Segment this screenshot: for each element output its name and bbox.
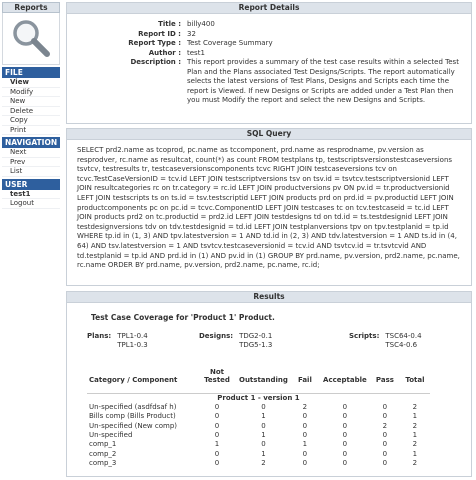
results-table <box>87 368 430 468</box>
cell-total: 2 <box>412 458 418 467</box>
cell-acceptable: 0 <box>342 440 348 449</box>
results-header: Results <box>67 292 471 303</box>
sidebar-item-delete[interactable]: Delete <box>2 107 60 117</box>
col-header-pass: Pass <box>375 376 394 384</box>
cell-total: 1 <box>412 412 418 421</box>
detail-description-value: This report provides a summary of the test case results within a selected Test Plan and the Plans associated Test Designs/Scripts. The report automatically selects the latest versions of Test Plans, Designs and Scripts each time the report is Viewed. If new Designs or Scripts are added under a Test Plan then you must Modify the report and select the new Designs and Scripts. <box>187 58 459 104</box>
cell-outstanding: 1 <box>261 412 266 421</box>
cell-acceptable: 0 <box>342 449 348 458</box>
row-component: Bills comp (Bills Product) <box>89 412 176 421</box>
sql-query-header: SQL Query <box>67 129 471 140</box>
cell-pass: 0 <box>382 430 388 439</box>
cell-not-tested: 0 <box>214 421 220 430</box>
cell-pass: 0 <box>382 412 388 421</box>
cell-fail: 2 <box>302 403 308 412</box>
cell-not-tested: 0 <box>214 430 220 439</box>
sidebar-item-view[interactable]: View <box>2 78 60 88</box>
sidebar-header: Reports <box>2 2 60 13</box>
table-row <box>87 459 430 468</box>
cell-outstanding: 1 <box>261 449 266 458</box>
detail-title-value: billy400 <box>187 20 215 28</box>
cell-acceptable: 0 <box>342 430 348 439</box>
plans-group <box>87 332 199 349</box>
detail-author-row <box>67 49 471 59</box>
script-value: TSC64-0.4 <box>385 332 422 340</box>
report-details-header: Report Details <box>67 3 471 14</box>
design-value: TDG5-1.3 <box>239 340 273 349</box>
magnifier-icon <box>9 17 53 61</box>
sidebar-item-next[interactable]: Next <box>2 148 60 158</box>
detail-id-value: 32 <box>187 29 196 38</box>
scripts-label: Scripts: <box>349 332 380 340</box>
cell-total: 1 <box>412 449 418 458</box>
sidebar-item-print[interactable]: Print <box>2 126 60 136</box>
product-row <box>87 393 430 403</box>
col-header-acceptable: Acceptable <box>323 376 367 384</box>
row-component: Un-specified <box>89 430 133 439</box>
cell-acceptable: 0 <box>342 403 348 412</box>
sidebar-item-modify[interactable]: Modify <box>2 88 60 98</box>
cell-not-tested: 0 <box>214 458 220 467</box>
plans-label: Plans: <box>87 332 112 340</box>
cell-outstanding: 2 <box>261 458 266 467</box>
cell-fail: 0 <box>302 449 308 458</box>
col-header-not-tested: Not Tested <box>204 368 230 384</box>
detail-title-label: Title : <box>158 20 181 28</box>
detail-id-row <box>67 30 471 40</box>
header-divider <box>87 384 430 393</box>
sidebar-item-new[interactable]: New <box>2 97 60 107</box>
table-row <box>87 403 430 412</box>
sidebar-item-logout[interactable]: Logout <box>2 199 60 209</box>
table-row <box>87 450 430 459</box>
cell-not-tested: 0 <box>214 403 220 412</box>
cell-pass: 0 <box>382 449 388 458</box>
cell-pass: 2 <box>382 421 388 430</box>
sidebar-item-copy[interactable]: Copy <box>2 116 60 126</box>
cell-total: 2 <box>412 403 418 412</box>
cell-pass: 0 <box>382 403 388 412</box>
design-value: TDG2-0.1 <box>239 332 273 340</box>
script-value: TSC4-0.6 <box>385 340 418 349</box>
cell-acceptable: 0 <box>342 421 348 430</box>
results-meta <box>87 332 471 349</box>
sidebar <box>2 2 60 209</box>
report-details-panel <box>66 2 472 124</box>
results-table-header <box>87 368 430 384</box>
sidebar-section-file: FILE <box>2 67 60 78</box>
product-row-label: Product 1 - version 1 <box>217 393 300 402</box>
detail-description-row <box>67 58 471 106</box>
cell-fail: 1 <box>302 440 308 449</box>
table-row <box>87 422 430 431</box>
cell-pass: 0 <box>382 440 388 449</box>
detail-author-value: test1 <box>187 48 205 57</box>
designs-label: Designs: <box>199 332 234 340</box>
cell-fail: 0 <box>302 430 308 439</box>
detail-type-row <box>67 39 471 49</box>
detail-type-label: Report Type : <box>128 39 181 47</box>
row-component: comp_2 <box>89 449 117 458</box>
cell-outstanding: 0 <box>261 440 266 449</box>
cell-acceptable: 0 <box>342 412 348 421</box>
row-component: comp_3 <box>89 458 117 467</box>
row-component: Un-specified (New comp) <box>89 421 178 430</box>
reports-logo <box>2 13 60 65</box>
sidebar-section-user: USER <box>2 179 60 190</box>
table-row <box>87 412 430 421</box>
cell-outstanding: 1 <box>261 430 266 439</box>
col-header-outstanding: Outstanding <box>239 376 288 384</box>
table-row <box>87 431 430 440</box>
table-row <box>87 440 430 449</box>
detail-type-value: Test Coverage Summary <box>187 39 273 47</box>
row-component: comp_1 <box>89 440 117 449</box>
designs-group <box>199 332 349 349</box>
cell-fail: 0 <box>302 412 308 421</box>
sidebar-item-username: test1 <box>2 190 60 200</box>
col-header-total: Total <box>405 376 425 384</box>
cell-total: 2 <box>412 421 418 430</box>
sidebar-section-navigation: NAVIGATION <box>2 137 60 148</box>
detail-description-label: Description : <box>130 58 181 66</box>
plan-value: TPL1-0.3 <box>117 340 148 349</box>
cell-not-tested: 1 <box>214 440 220 449</box>
detail-id-label: Report ID : <box>138 29 181 38</box>
cell-total: 2 <box>412 440 418 449</box>
results-title: Test Case Coverage for 'Product 1' Product. <box>91 313 275 322</box>
scripts-group <box>349 332 422 349</box>
cell-not-tested: 0 <box>214 449 220 458</box>
sidebar-item-prev[interactable]: Prev <box>2 158 60 168</box>
cell-pass: 0 <box>382 458 388 467</box>
cell-outstanding: 0 <box>261 421 266 430</box>
plan-value: TPL1-0.4 <box>117 332 148 340</box>
detail-author-label: Author : <box>148 48 181 57</box>
col-header-fail: Fail <box>297 376 312 384</box>
cell-fail: 0 <box>302 421 308 430</box>
cell-total: 1 <box>412 430 418 439</box>
cell-fail: 0 <box>302 458 308 467</box>
sidebar-item-list[interactable]: List <box>2 167 60 177</box>
row-component: Un-specified (asdfdsaf h) <box>89 403 177 412</box>
cell-not-tested: 0 <box>214 412 220 421</box>
detail-title-row <box>67 20 471 30</box>
col-header-category: Category / Component <box>89 376 178 384</box>
sql-query-panel <box>66 128 472 286</box>
results-panel <box>66 291 472 477</box>
sql-query-text: SELECT prd2.name as tcoprod, pc.name as tccomponent, prd.name as resprodname, pv.version as resprodver, rc.name as resultcat, count(*) as count FROM testplans tp, testscriptsversionstestcaseversions tsvtcv, testresults tr, testcaseversionscomponents tcvc RIGHT JOIN testcaseversions tcv on tcvc.TestCaseVersionID = tcv.id LEFT JOIN testscriptversions tsv on tsv.id = tsvtcv.testscriptversionid LEFT JOIN resultcategories rc on tr.category = rc.id LEFT JOIN productversions pv ON pv.id = tr.productversionid LEFT JOIN testscripts ts on ts.id = tsv.testscriptid LEFT JOIN products prd on prd.id = pv.productid LEFT JOIN productcomponents pc on pc.id = tcvc.ComponentID LEFT JOIN testcases tc on tcv.testcaseid = tc.id LEFT JOIN products prd2 on tc.productid = prd2.id LEFT JOIN testdesigns td on td.id = ts.testdesignid LEFT JOIN testdesignversions tdv on tdv.testdesignid = td.id LEFT JOIN testplanversions tpv on tpv.testplanid = tp.id WHERE tp.id in (1, 3) AND tpv.latestversion = 1 AND td.id in (2, 3) AND tdv.latestversion = 1 AND ts.id in (4, 64) AND tsv.latestversion = 1 AND tsvtcv.testcaseversionid = tcv.id AND tsvtcv.id = tr.tsvtcvid AND td.testplanid = tp.id AND prd.id in (1) AND pv.id in (1) GROUP BY prd.name, pv.version, prd2.name, pc.name, rc.name ORDER BY prd.name, pv.version, prd2.name, pc.name, rc.id; <box>77 146 460 270</box>
cell-outstanding: 0 <box>261 403 266 412</box>
cell-acceptable: 0 <box>342 458 348 467</box>
